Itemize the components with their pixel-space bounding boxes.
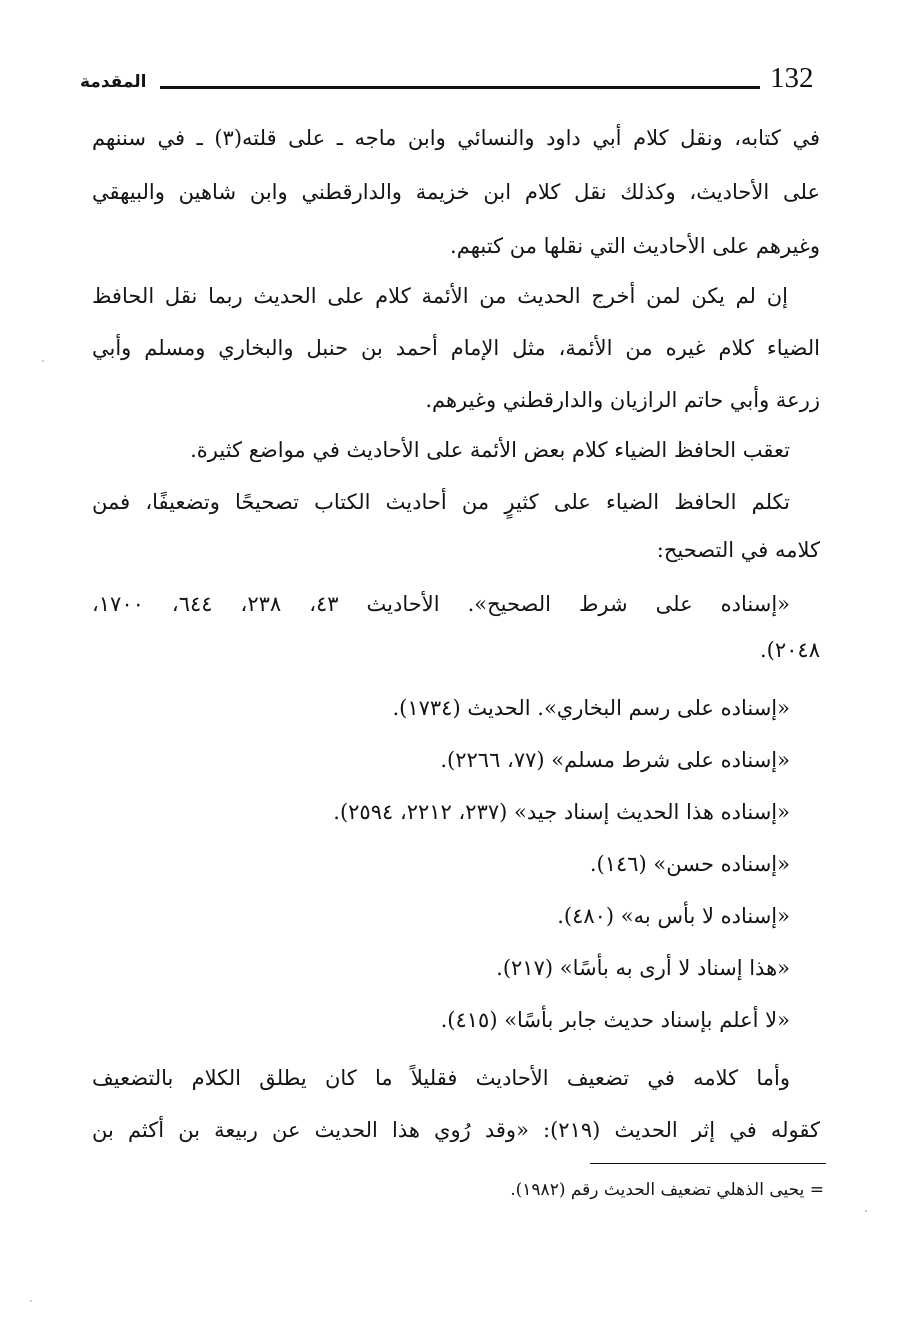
text-line: زرعة وأبي حاتم الرازيان والدارقطني وغيرهم. [425,388,820,412]
text-line: «لا أعلم بإسناد حديث جابر بأسًا» (٤١٥). [440,1008,790,1032]
text-line: كلامه في التصحيح: [656,538,820,562]
page-number: 132 [770,62,814,94]
page-header [80,62,820,102]
text-line: وغيرهم على الأحاديث التي نقلها من كتبهم. [450,234,820,258]
scan-speck [865,1210,867,1212]
text-line: وأما كلامه في تضعيف الأحاديث فقليلاً ما كان يطلق الكلام بالتضعيف [92,1066,790,1090]
text-line: في كتابه، ونقل كلام أبي داود والنسائي وابن ماجه ـ على قلته(٣) ـ في سننهم [92,126,821,150]
footnote: = يحيى الذهلي تضعيف الحديث رقم (١٩٨٢). [510,1180,824,1200]
scan-speck [42,360,44,362]
running-title: المقدمة [80,72,147,92]
text-line: «إسناده هذا الحديث إسناد جيد» (٢٣٧، ٢٢١٢، ٢٥٩٤). [333,800,790,824]
text-line: «إسناده على شرط مسلم» (٧٧، ٢٢٦٦). [440,748,790,772]
text-line: على الأحاديث، وكذلك نقل كلام ابن خزيمة والدارقطني وابن شاهين والبيهقي [92,180,820,204]
text-line: «إسناده لا بأس به» (٤٨٠). [557,904,790,928]
text-line: الضياء كلام غيره من الأئمة، مثل الإمام أحمد بن حنبل والبخاري ومسلم وأبي [92,336,820,360]
text-line: كقوله في إثر الحديث (٢١٩): «وقد رُوي هذا الحديث عن ربيعة بن أكثم بن [92,1118,820,1142]
text-line: ٢٠٤٨). [760,638,820,662]
scan-speck [30,1300,32,1302]
text-line: تعقب الحافظ الضياء كلام بعض الأئمة على الأحاديث في مواضع كثيرة. [190,438,790,462]
text-line: «إسناده على شرط الصحيح». الأحاديث ٤٣، ٢٣٨، ٦٤٤، ١٧٠٠، [92,592,791,616]
footnote-rule [590,1163,826,1164]
header-rule [160,86,760,89]
text-line: «إسناده على رسم البخاري». الحديث (١٧٣٤). [392,696,790,720]
text-line: إن لم يكن لمن أخرج الحديث من الأئمة كلام على الحديث ربما نقل الحافظ [92,284,788,308]
text-line: تكلم الحافظ الضياء على كثيرٍ من أحاديث الكتاب تصحيحًا وتضعيفًا، فمن [92,490,790,514]
text-line: «هذا إسناد لا أرى به بأسًا» (٢١٧). [496,956,790,980]
text-line: «إسناده حسن» (١٤٦). [589,852,790,876]
